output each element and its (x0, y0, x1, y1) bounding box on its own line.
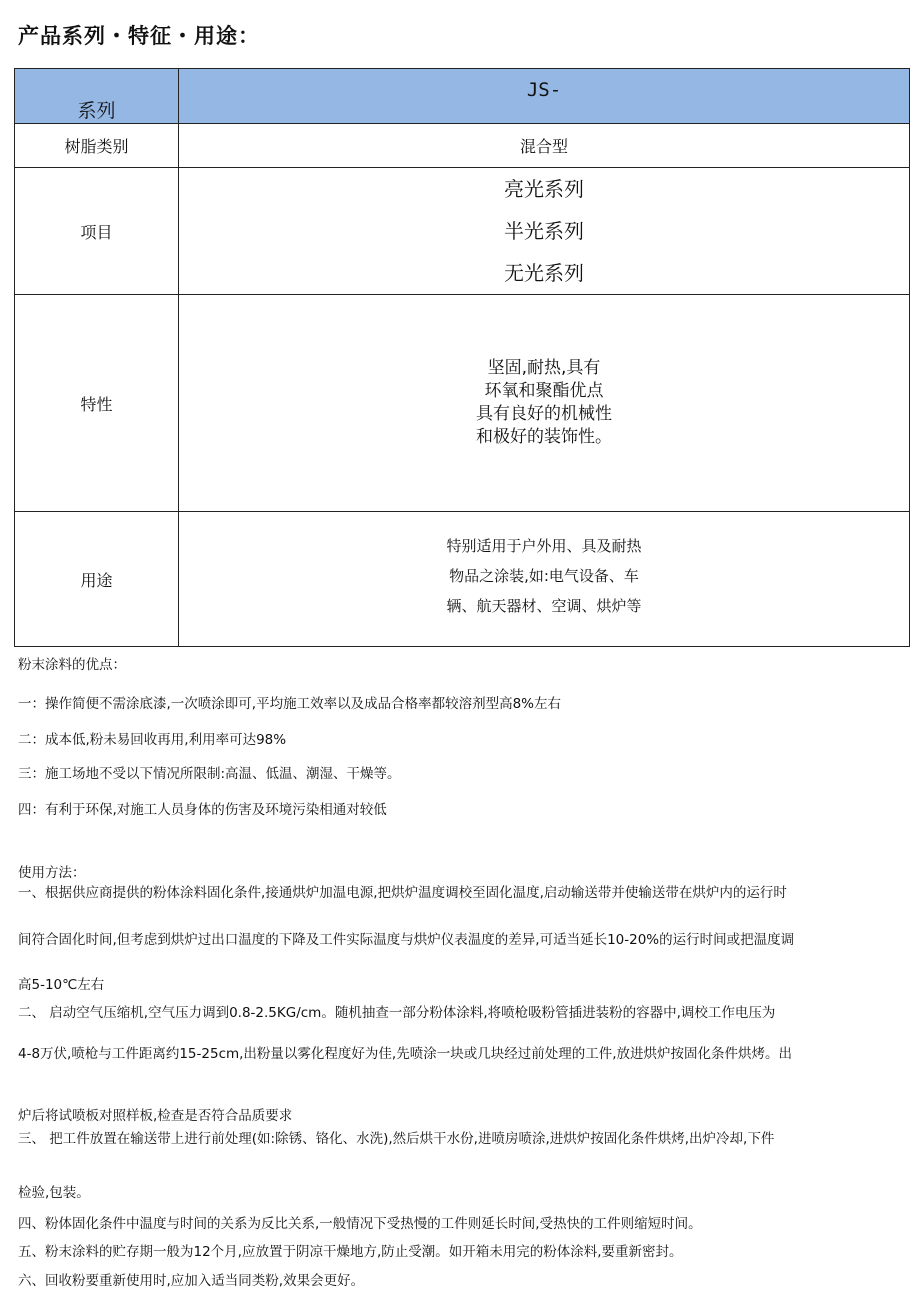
usage-values (179, 512, 910, 647)
method-line: 三、 把工件放置在输送带上进行前处理(如:除锈、铬化、水洗),然后烘干水份,进喷房喷涂,进烘炉按固化条件烘烤,出炉冷却,下件 (18, 1131, 775, 1147)
items-row (15, 168, 910, 295)
usage-method-title: 使用方法： (18, 865, 86, 881)
usage-label: 用途 (15, 512, 179, 647)
feature-line: 环氧和聚酯优点 (484, 381, 604, 401)
resin-label: 树脂类别 (15, 124, 179, 168)
series-label: 系列 (15, 69, 179, 124)
advantages-title: 粉末涂料的优点： (18, 657, 126, 673)
item-value: 半光系列 (504, 219, 584, 243)
method-line: 一、根据供应商提供的粉体涂料固化条件,接通烘炉加温电源,把烘炉温度调校至固化温度,启动输送带并使输送带在烘炉内的运行时 (18, 885, 787, 901)
items-label: 项目 (15, 168, 179, 295)
table-header-row (15, 69, 910, 124)
features-label: 特性 (15, 295, 179, 512)
item-value: 亮光系列 (504, 177, 584, 201)
advantage-item: 一：操作简便不需涂底漆,一次喷涂即可,平均施工效率以及成品合格率都较溶剂型高8%左右 (18, 696, 561, 712)
series-value: JS- (179, 69, 910, 124)
usage-line: 辆、航天器材、空调、烘炉等 (446, 597, 642, 615)
method-line: 间符合固化时间,但考虑到烘炉过出口温度的下降及工件实际温度与烘炉仪表温度的差异,可适当延长10-20%的运行时间或把温度调 (18, 932, 795, 948)
usage-line: 特别适用于户外用、具及耐热 (446, 537, 642, 555)
feature-line: 具有良好的机械性 (476, 404, 612, 424)
advantage-item: 二：成本低,粉未易回收再用,利用率可达98% (18, 732, 287, 748)
spec-table (14, 68, 910, 647)
feature-line: 和极好的装饰性。 (476, 427, 612, 447)
features-row (15, 295, 910, 512)
method-line: 4-8万伏,喷枪与工件距离约15-25cm,出粉量以雾化程度好为佳,先喷涂一块或几块经过前处理的工件,放进烘炉按固化条件烘烤。出 (18, 1046, 793, 1062)
method-line: 检验,包装。 (18, 1185, 90, 1201)
item-value: 无光系列 (504, 261, 584, 285)
usage-line: 物品之涂装,如:电气设备、车 (449, 567, 639, 585)
method-line: 四、粉体固化条件中温度与时间的关系为反比关系,一般情况下受热慢的工件则延长时间,受热快的工件则缩短时间。 (18, 1216, 702, 1232)
advantage-item: 四：有利于环保,对施工人员身体的伤害及环境污染相通对较低 (18, 802, 387, 818)
method-line: 五、粉末涂料的贮存期一般为12个月,应放置于阴凉干燥地方,防止受潮。如开箱未用完的粉体涂料,要重新密封。 (18, 1244, 683, 1260)
method-line: 二、 启动空气压缩机,空气压力调到0.8-2.5KG/cm。随机抽查一部分粉体涂料,将喷枪吸粉管插进装粉的容器中,调校工作电压为 (18, 1005, 776, 1021)
items-values (179, 168, 910, 295)
advantage-item: 三：施工场地不受以下情况所限制:高温、低温、潮湿、干燥等。 (18, 766, 401, 782)
method-line: 炉后将试喷板对照样板,检查是否符合品质要求 (18, 1108, 293, 1124)
method-line: 高5-10℃左右 (18, 977, 105, 993)
method-line: 六、回收粉要重新使用时,应加入适当同类粉,效果会更好。 (18, 1273, 365, 1289)
usage-row (15, 512, 910, 647)
resin-value: 混合型 (179, 124, 910, 168)
resin-row (15, 124, 910, 168)
feature-line: 坚固,耐热,具有 (487, 358, 601, 378)
page-title: 产品系列・特征・用途： (18, 24, 260, 48)
features-values (179, 295, 910, 512)
